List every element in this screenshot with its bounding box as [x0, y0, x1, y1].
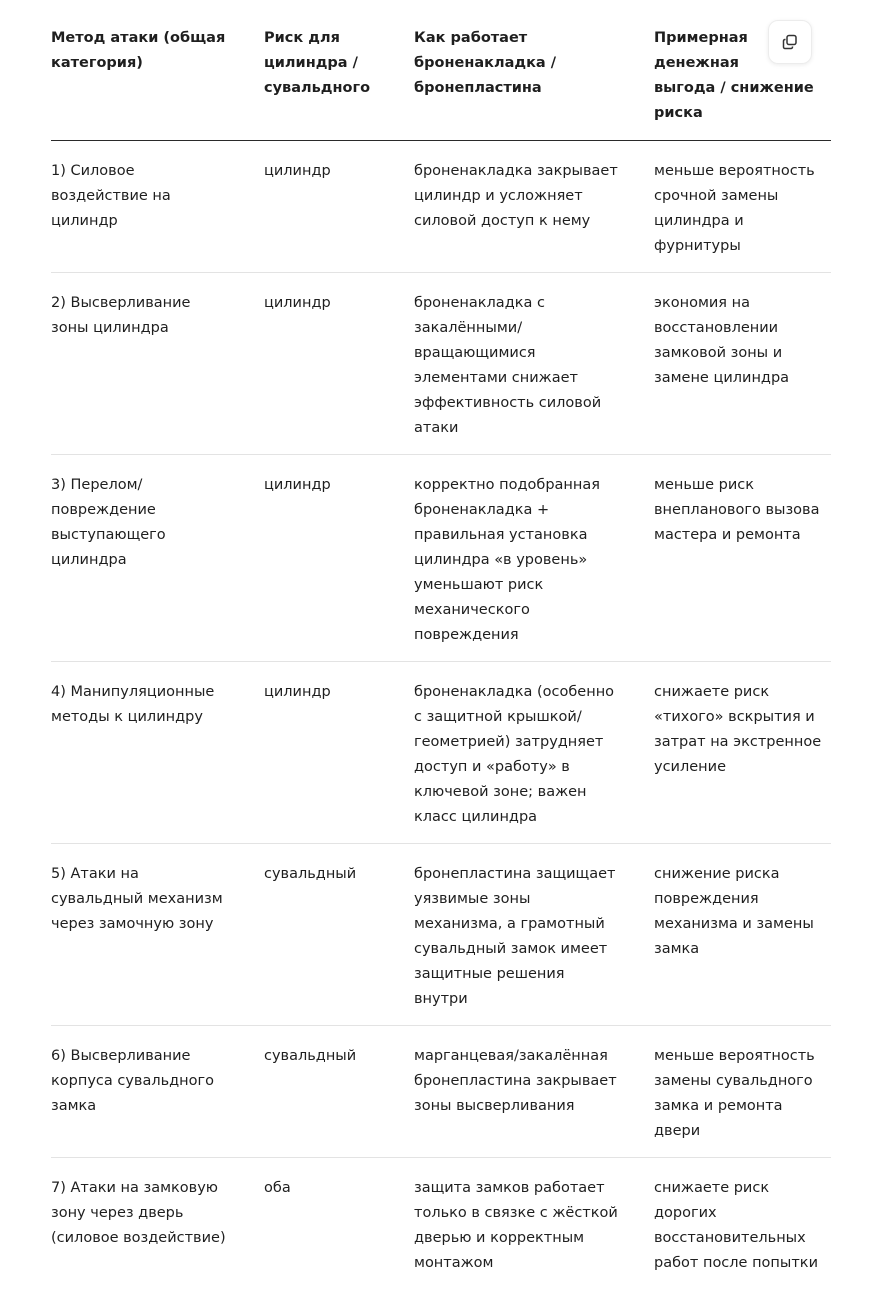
data-table-container — [51, 0, 831, 1289]
column-header-protection: Как работает броненакладка / бронепластина — [414, 0, 654, 141]
cell-risk: сувальдный — [264, 844, 414, 1026]
copy-icon — [781, 33, 799, 51]
cell-risk: цилиндр — [264, 455, 414, 662]
table-header — [51, 0, 831, 141]
table-row — [51, 273, 831, 455]
cell-benefit: снижаете риск дорогих восстановительных работ после попытки — [654, 1158, 831, 1289]
cell-attack-method: 2) Высверливание зоны цилиндра — [51, 273, 264, 455]
table-row — [51, 1026, 831, 1158]
cell-protection: броненакладка с закалёнными/ вращающимися элементами снижает эффективность силовой атаки — [414, 273, 654, 455]
table-body — [51, 141, 831, 1289]
cell-benefit: меньше риск внепланового вызова мастера и ремонта — [654, 455, 831, 662]
cell-benefit: снижаете риск «тихого» вскрытия и затрат на экстренное усиление — [654, 662, 831, 844]
cell-attack-method: 5) Атаки на сувальдный механизм через замочную зону — [51, 844, 264, 1026]
cell-protection: марганцевая/закалённая бронепластина закрывает зоны высверливания — [414, 1026, 654, 1158]
cell-protection: защита замков работает только в связке с жёсткой дверью и корректным монтажом — [414, 1158, 654, 1289]
copy-table-button[interactable] — [768, 20, 812, 64]
table-row — [51, 141, 831, 273]
cell-protection: бронепластина защищает уязвимые зоны механизма, а грамотный сувальдный замок имеет защитные решения внутри — [414, 844, 654, 1026]
cell-risk: цилиндр — [264, 141, 414, 273]
cell-risk: цилиндр — [264, 662, 414, 844]
cell-risk: сувальдный — [264, 1026, 414, 1158]
cell-protection: броненакладка закрывает цилиндр и усложняет силовой доступ к нему — [414, 141, 654, 273]
cell-attack-method: 4) Манипуляционные методы к цилиндру — [51, 662, 264, 844]
cell-attack-method: 3) Перелом/ повреждение выступающего цилиндра — [51, 455, 264, 662]
table-row — [51, 455, 831, 662]
table-row — [51, 844, 831, 1026]
cell-benefit: экономия на восстановлении замковой зоны и замене цилиндра — [654, 273, 831, 455]
attack-methods-table — [51, 0, 831, 1289]
cell-risk: оба — [264, 1158, 414, 1289]
cell-risk: цилиндр — [264, 273, 414, 455]
cell-protection: броненакладка (особенно с защитной крышкой/ геометрией) затрудняет доступ и «работу» в ключевой зоне; важен класс цилиндра — [414, 662, 654, 844]
table-row — [51, 662, 831, 844]
cell-benefit: меньше вероятность замены сувальдного замка и ремонта двери — [654, 1026, 831, 1158]
cell-benefit: меньше вероятность срочной замены цилиндра и фурнитуры — [654, 141, 831, 273]
table-row — [51, 1158, 831, 1289]
column-header-risk: Риск для цилиндра / сувальдного — [264, 0, 414, 141]
cell-attack-method: 1) Силовое воздействие на цилиндр — [51, 141, 264, 273]
cell-protection: корректно подобранная броненакладка + правильная установка цилиндра «в уровень» уменьшают риск механического повреждения — [414, 455, 654, 662]
column-header-attack-method: Метод атаки (общая категория) — [51, 0, 264, 141]
header-row — [51, 0, 831, 141]
cell-attack-method: 6) Высверливание корпуса сувальдного замка — [51, 1026, 264, 1158]
cell-benefit: снижение риска повреждения механизма и замены замка — [654, 844, 831, 1026]
column-header-benefit: Примерная денежная выгода / снижение риска — [654, 0, 831, 141]
cell-attack-method: 7) Атаки на замковую зону через дверь (силовое воздействие) — [51, 1158, 264, 1289]
